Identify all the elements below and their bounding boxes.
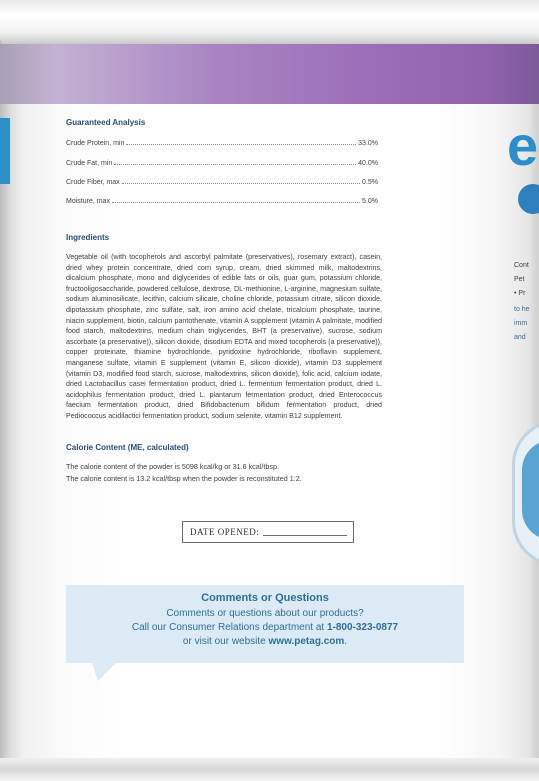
front-text-line: Pet: [514, 276, 525, 283]
calorie-line-2: The calorie content is 13.2 kcal/tbsp when the powder is reconstituted 1:2.: [66, 474, 302, 483]
analysis-row-fiber: [66, 176, 378, 186]
analysis-row-fat: [66, 157, 378, 167]
calorie-line-1: The calorie content of the powder is 5098 kcal/kg or 31.6 kcal/tbsp.: [66, 462, 279, 471]
phone-number: 1-800-323-0877: [326, 622, 399, 633]
analysis-value: 33.0%: [358, 140, 378, 147]
analysis-value: 5.0%: [362, 198, 378, 205]
brand-letter: e: [507, 114, 539, 177]
comments-line-2: [66, 622, 464, 633]
front-text-line: and: [514, 334, 526, 341]
leader-dots: [122, 183, 360, 184]
can-lid: [0, 0, 539, 44]
comments-period: .: [344, 636, 348, 647]
analysis-row-moisture: [66, 195, 378, 205]
ingredients-title: Ingredients: [66, 233, 110, 242]
comments-line-3: [66, 636, 464, 647]
date-write-line: [263, 535, 347, 536]
analysis-row-protein: [66, 137, 378, 147]
calorie-content-title: Calorie Content (ME, calculated): [66, 443, 189, 452]
comments-call-text: Call our Consumer Relations department at: [131, 622, 327, 633]
comments-box: [66, 585, 464, 663]
analysis-label: Moisture, max: [66, 198, 110, 205]
guaranteed-analysis-title: Guaranteed Analysis: [66, 118, 146, 127]
ingredients-text: Vegetable oil (with tocopherols and ascorbyl palmitate (preservatives), rosemary extract), casein, dried whey protein concentrate, dried corn syrup, cream, dried skimmed milk, maltodextrins, dicalcium phosphate, mono and diglycerides of edible fats or oils, guar gum, potassium chloride, fructooligosaccharide, powdered cellulose, dextrose, DL-methionine, L-arginine, magnesium sulfate, sodium aluminosilicate, lecithin, calcium silicate, choline chloride, potassium citrate, silicon dioxide, dipotassium phosphate, zinc sulfate, salt, iron amino acid chelate, tricalcium phosphate, taurine, niacin supplement, biotin, calcium pantothenate, vitamin A supplement (vitamin A palmitate, modified food starch, maltodextrins, medium chain triglycerides, BHT (a preservative), sucrose, sodium ascorbate (a preservative)), silicon dioxide, disodium EDTA and mixed tocopherols (a preservative)), copper proteinate, thiamine hydrochloride, pyridoxine hydrochloride, riboflavin supplement, manganese sulfate, vitamin E supplement (vitamin E, silicon dioxide), vitamin D3 supplement (vitamin D3, modified food starch, sucrose, maltodextrins, silicon dioxide), folic acid, calcium iodate, dried Lactobacillus casei fermentation product, dried L. fermentum fermentation product, dried L. acidophilus fermentation product, dried L. plantarum fermentation product, dried Enterococcus faecium fermentation product, dried Bifidobacterium bifidum fermentation product, dried Pediococcus acidilactici fermentation product, sodium selenite, vitamin B12 supplement.: [66, 253, 382, 420]
can-bottom-rim: [0, 758, 539, 781]
date-opened-box: [182, 521, 354, 543]
blue-side-tab: [0, 118, 10, 184]
website-link: www.petag.com: [268, 636, 345, 647]
front-text-line: imm: [514, 320, 528, 327]
analysis-label: Crude Fat, min: [66, 160, 113, 167]
comments-visit-text: or visit our website: [182, 636, 269, 647]
date-opened-label: DATE OPENED:: [190, 527, 260, 537]
comments-title: Comments or Questions: [201, 592, 329, 604]
speech-bubble-tail: [92, 663, 116, 681]
purple-band: [0, 44, 539, 104]
leader-dots: [112, 202, 360, 203]
comments-line-1: Comments or questions about our products?: [166, 608, 364, 619]
front-text-line: • Pr: [514, 290, 526, 297]
analysis-value: 0.5%: [362, 179, 378, 186]
analysis-label: Crude Fiber, max: [66, 179, 120, 186]
analysis-value: 40.0%: [358, 160, 378, 167]
analysis-label: Crude Protein, min: [66, 140, 125, 147]
front-text-line: Cont: [514, 262, 529, 269]
front-text-line: to he: [514, 306, 530, 313]
leader-dots: [126, 144, 356, 145]
leader-dots: [114, 164, 356, 165]
